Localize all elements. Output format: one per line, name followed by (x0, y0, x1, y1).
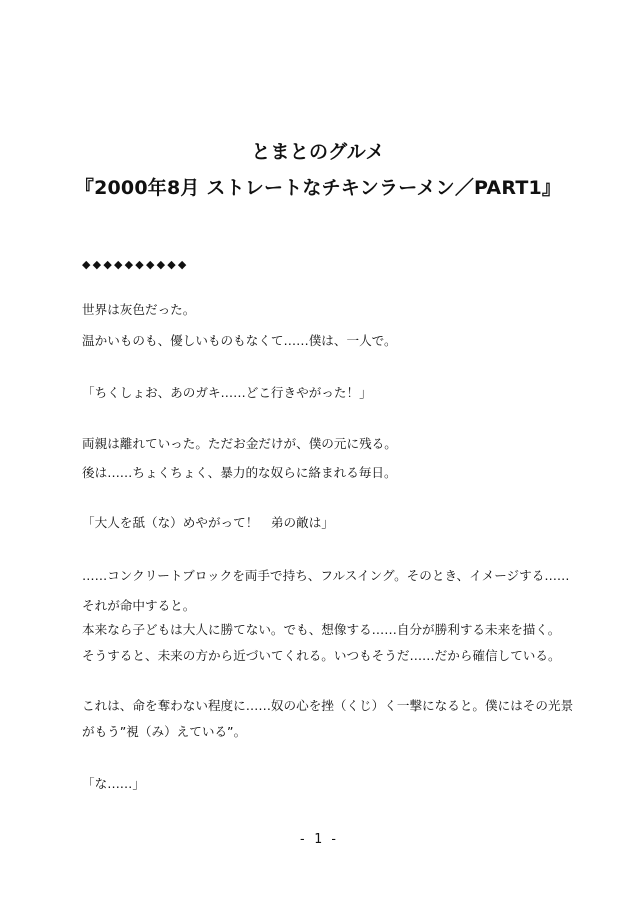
text-line: 両親は離れていった。ただお金だけが、僕の元に残る。 (82, 436, 397, 451)
dialogue-line: 「な……」 (82, 776, 145, 791)
text-line: 温かいものも、優しいものもなくて……僕は、一人で。 (82, 333, 397, 348)
diamond-separator: ◆◆◆◆◆◆◆◆◆◆ (82, 258, 189, 271)
text-line: 本来なら子どもは大人に勝てない。でも、想像する……自分が勝利する未来を描く。 (82, 622, 561, 637)
page-number: - 1 - (298, 832, 338, 847)
text-line: それが命中すると。 (82, 598, 196, 613)
dialogue-line: 「大人を舐（な）めやがって！ 弟の敵は」 (82, 515, 334, 530)
document-title: とまとのグルメ (251, 141, 385, 163)
text-line: ……コンクリートブロックを両手で持ち、フルスイング。そのとき、イメージする…… (82, 568, 570, 583)
text-line: がもう”視（み）えている”。 (82, 724, 247, 739)
text-line: 後は……ちょくちょく、暴力的な奴らに絡まれる毎日。 (82, 465, 397, 480)
text-line: そうすると、未来の方から近づいてくれる。いつもそうだ……だから確信している。 (82, 648, 561, 663)
text-line: 世界は灰色だった。 (82, 302, 196, 317)
dialogue-line: 「ちくしょお、あのガキ……どこ行きやがった！」 (82, 385, 372, 400)
document-subtitle: 『2000年8月 ストレートなチキンラーメン／PART1』 (74, 177, 562, 199)
text-line: これは、命を奪わない程度に……奴の心を挫（くじ）く一撃になると。僕にはその光景 (82, 698, 574, 713)
